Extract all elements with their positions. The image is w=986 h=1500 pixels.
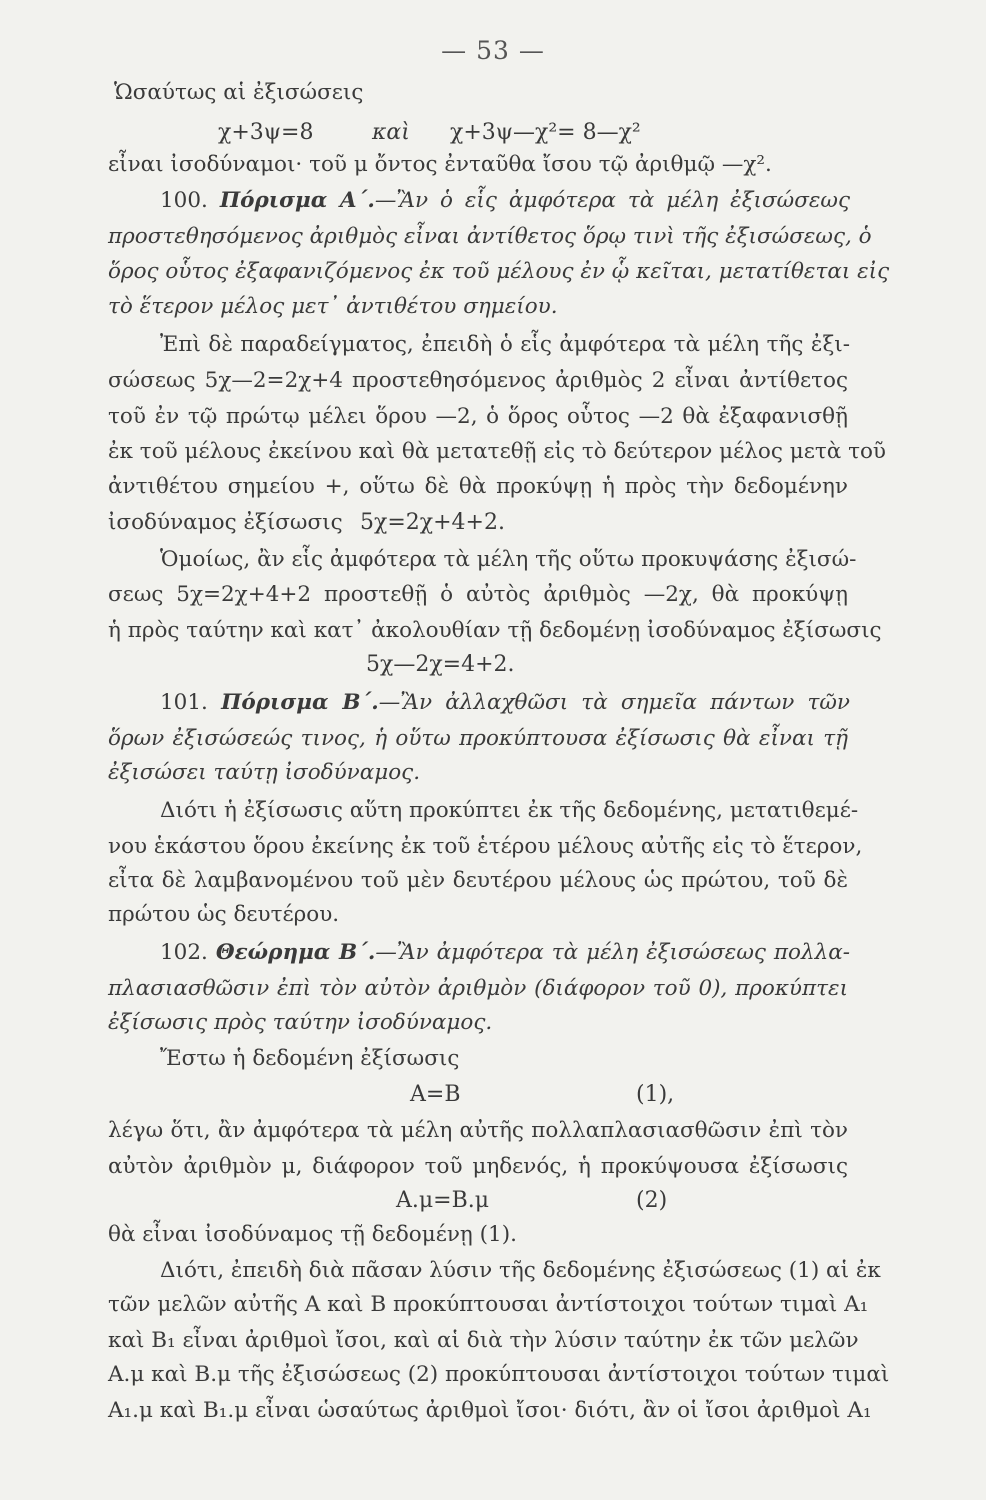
text-line: Διότι ἡ ἐξίσωσις αὕτη προκύπτει ἐκ τῆς δεδομένης, μετατιθεμέ- <box>160 798 859 823</box>
text-line: τῶν μελῶν αὐτῆς Α καὶ Β προκύπτουσαι ἀντίστοιχοι τούτων τιμαὶ Α₁ <box>108 1292 869 1317</box>
statement-text: —Ἂν ὁ εἷς ἀμφότερα τὰ μέλη ἐξισώσεως <box>374 188 850 213</box>
section-heading-line <box>160 938 850 968</box>
text-line: Ἔστω ἡ δεδομένη ἐξίσωσις <box>160 1046 460 1071</box>
text-line: Α.μ καὶ Β.μ τῆς ἐξισώσεως (2) προκύπτουσαι ἀντίστοιχοι τούτων τιμαὶ <box>108 1362 890 1387</box>
statement-text: —Ἂν ἀλλαχθῶσι τὰ σημεῖα πάντων τῶν <box>378 690 850 715</box>
statement-line: ἐξισώσει ταύτῃ ἰσοδύναμος. <box>108 760 421 785</box>
text-line: σεως 5χ=2χ+4+2 προστεθῇ ὁ αὐτὸς ἀριθμὸς —2χ, θὰ προκύψῃ <box>108 582 848 607</box>
text-line: ἡ πρὸς ταύτην καὶ κατ᾽ ἀκολουθίαν τῇ δεδομένῃ ἰσοδύναμος ἐξίσωσις <box>108 618 882 643</box>
equation: 5χ=2χ+4+2. <box>360 510 505 535</box>
text-line: θὰ εἶναι ἰσοδύναμος τῇ δεδομένῃ (1). <box>108 1222 517 1247</box>
statement-line: τὸ ἕτερον μέλος μετ᾽ ἀντιθέτου σημείου. <box>108 294 558 319</box>
text-line: Ἐπὶ δὲ παραδείγματος, ἐπειδὴ ὁ εἷς ἀμφότερα τὰ μέλη τῆς ἐξι- <box>160 332 850 357</box>
equation-number: (1), <box>636 1082 675 1107</box>
corollary-title: Πόρισμα Α΄. <box>219 188 375 213</box>
text-line: αὐτὸν ἀριθμὸν μ, διάφορον τοῦ μηδενός, ἡ προκύψουσα ἐξίσωσις <box>108 1154 848 1179</box>
corollary-title: Πόρισμα Β΄. <box>221 690 379 715</box>
text-line: καὶ Β₁ εἶναι ἀριθμοὶ ἴσοι, καὶ αἱ διὰ τὴν λύσιν ταύτην ἐκ τῶν μελῶν <box>108 1328 859 1353</box>
theorem-title: Θεώρημα Β΄. <box>215 940 376 965</box>
text-line: Ὡσαύτως αἱ ἐξισώσεις <box>114 80 364 105</box>
equation: χ+3ψ—χ²= 8—χ² <box>450 120 641 145</box>
equation-number: (2) <box>636 1188 668 1213</box>
statement-line: ὅρων ἐξισώσεώς τινος, ἡ οὕτω προκύπτουσα ἐξίσωσις θὰ εἶναι τῇ <box>108 726 848 751</box>
text-line: εἶτα δὲ λαμβανομένου τοῦ μὲν δευτέρου μέλους ὡς πρώτου, τοῦ δὲ <box>108 868 848 893</box>
text-line: ἐκ τοῦ μέλους ἐκείνου καὶ θὰ μετατεθῇ εἰς τὸ δεύτερον μέλος μετὰ τοῦ <box>108 439 886 464</box>
section-heading-line <box>160 688 850 718</box>
statement-text: —Ἂν ἀμφότερα τὰ μέλη ἐξισώσεως πολλα- <box>375 940 851 965</box>
text-line: εἶναι ἰσοδύναμοι· τοῦ μ ὄντος ἐνταῦθα ἴσου τῷ ἀριθμῷ —χ². <box>108 152 772 177</box>
text-line: πρώτου ὡς δευτέρου. <box>108 902 340 927</box>
equation: 5χ—2χ=4+2. <box>366 652 515 677</box>
equation: Α=Β <box>410 1082 461 1107</box>
equation: Α.μ=Β.μ <box>396 1188 490 1213</box>
text-line: ἀντιθέτου σημείου +, οὕτω δὲ θὰ προκύψῃ ἡ πρὸς τὴν δεδομένην <box>108 474 848 499</box>
text-line: Διότι, ἐπειδὴ διὰ πᾶσαν λύσιν τῆς δεδομένης ἐξισώσεως (1) αἱ ἐκ <box>160 1258 881 1283</box>
section-number: 101. <box>160 690 208 715</box>
statement-line: προστεθησόμενος ἀριθμὸς εἶναι ἀντίθετος ὅρῳ τινὶ τῆς ἐξισώσεως, ὁ <box>108 224 872 249</box>
statement-line: πλασιασθῶσιν ἐπὶ τὸν αὐτὸν ἀριθμὸν (διάφορον τοῦ 0), προκύπτει <box>108 976 848 1001</box>
text-line: τοῦ ἐν τῷ πρώτῳ μέλει ὅρου —2, ὁ ὅρος οὗτος —2 θὰ ἐξαφανισθῇ <box>108 404 848 429</box>
text-line: λέγω ὅτι, ἂν ἀμφότερα τὰ μέλη αὐτῆς πολλαπλασιασθῶσιν ἐπὶ τὸν <box>108 1118 848 1143</box>
section-number: 102. <box>160 940 208 965</box>
section-heading-line <box>160 186 850 216</box>
text-line: ἰσοδύναμος ἐξίσωσις <box>108 510 343 535</box>
conjunction: καὶ <box>372 120 410 145</box>
text-line: σώσεως 5χ—2=2χ+4 προστεθησόμενος ἀριθμὸς 2 εἶναι ἀντίθετος <box>108 368 848 393</box>
section-number: 100. <box>160 188 208 213</box>
statement-line: ὅρος οὗτος ἐξαφανιζόμενος ἐκ τοῦ μέλους ἐν ᾧ κεῖται, μετατίθεται εἰς <box>108 259 890 284</box>
text-line: νου ἑκάστου ὅρου ἐκείνης ἐκ τοῦ ἑτέρου μέλους αὐτῆς εἰς τὸ ἕτερον, <box>108 834 863 859</box>
equation: χ+3ψ=8 <box>218 120 314 145</box>
text-line: Α₁.μ καὶ Β₁.μ εἶναι ὡσαύτως ἀριθμοὶ ἴσοι· διότι, ἂν οἱ ἴσοι ἀριθμοὶ Α₁ <box>108 1398 872 1423</box>
statement-line: ἐξίσωσις πρὸς ταύτην ἰσοδύναμος. <box>108 1010 493 1035</box>
text-line: Ὁμοίως, ἂν εἷς ἀμφότερα τὰ μέλη τῆς οὕτω προκυψάσης ἐξισώ- <box>160 547 857 572</box>
page-number: — 53 — <box>441 36 545 65</box>
